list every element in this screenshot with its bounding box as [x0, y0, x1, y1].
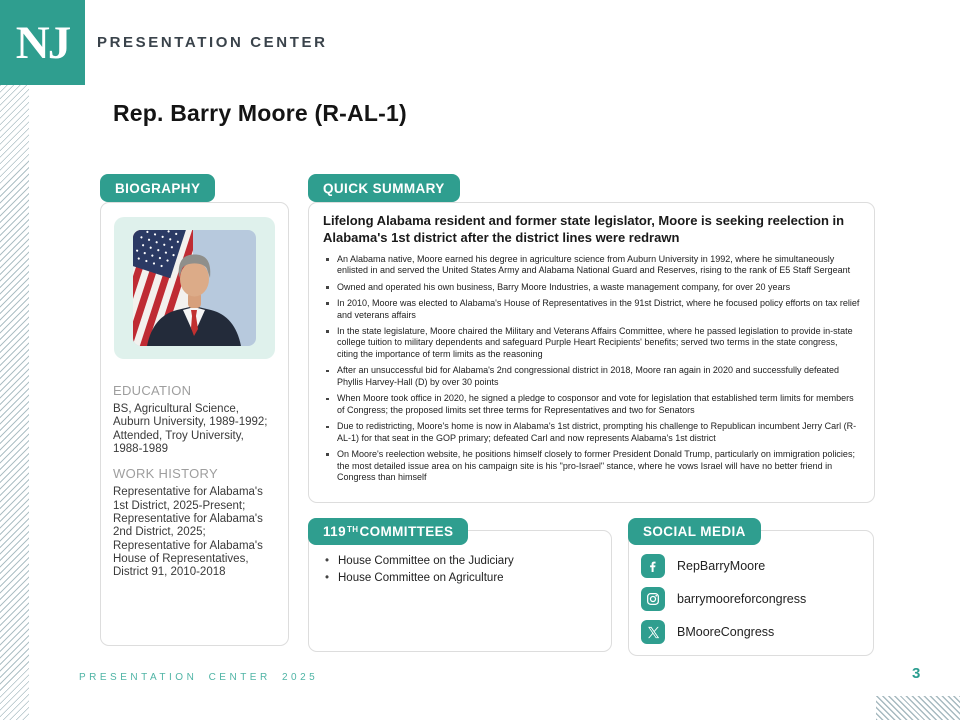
tab-quick-summary: QUICK SUMMARY: [308, 174, 460, 202]
social-row-facebook: [641, 554, 859, 578]
committees-tab-rest: COMMITTEES: [359, 524, 454, 539]
summary-bullet: An Alabama native, Moore earned his degree in agriculture science from Auburn University in 1992, where he simultaneously enlisted in and served the United States Army and Alabama National Guard and Reserves, rising to the rank of E5 Staff Sergeant: [323, 254, 860, 277]
summary-bullet: When Moore took office in 2020, he signed a pledge to cosponsor and vote for legislation that established term limits for members of Congress; the proposed limits set three terms for Representatives and two for Senators: [323, 393, 860, 416]
summary-headline: Lifelong Alabama resident and former state legislator, Moore is seeking reelection in Alabama's 1st district after the district lines were redrawn: [323, 213, 845, 245]
facebook-handle: RepBarryMoore: [677, 559, 766, 573]
summary-bullet: In the state legislature, Moore chaired the Military and Veterans Affairs Committee, where he passed legislation to provide in-state college tuition to military dependents and safeguard Purple Heart Recipients' benefits; served two terms in the state congress, citing the importance of term limits as the reasoning: [323, 326, 860, 361]
quick-summary-card: [308, 202, 875, 503]
tab-committees: 119 TH COMMITTEES: [308, 518, 468, 545]
work-history-text: Representative for Alabama's 1st District, 2025-Present; Representative for Alabama's 2nd District, 2025; Representative for Alabama's House of Representatives, District 91, 2010-2018: [113, 486, 263, 579]
nj-logo: [0, 0, 85, 85]
summary-bullet-list: [323, 254, 860, 484]
x-icon: [641, 620, 665, 644]
committees-card: [308, 530, 612, 652]
barry-moore-portrait: [133, 230, 256, 346]
biography-card: [100, 202, 289, 646]
photo-frame: [114, 217, 275, 359]
education-label: EDUCATION: [113, 383, 192, 398]
social-row-instagram: [641, 587, 859, 611]
social-row-x: [641, 620, 859, 644]
page-title: Rep. Barry Moore (R-AL-1): [113, 100, 407, 126]
committee-list: [323, 555, 597, 584]
instagram-icon: [641, 587, 665, 611]
tab-biography: BIOGRAPHY: [100, 174, 215, 202]
committees-tab-number: 119: [323, 524, 346, 539]
summary-bullet: Due to redistricting, Moore's home is now in Alabama's 1st district, prompting his challenge to Republican incumbent Jerry Carl (R-AL-1) for that seat in the GOP primary; defeated Carl and now represents Alabama's 1st district: [323, 421, 860, 444]
summary-bullet: On Moore's reelection website, he positions himself closely to former President Donald Trump, particularly on immigration policies; the most detailed issue area on his campaign site is his "pro-Israel" stance, where he vows Israel will have no better friend in Congress than himself: [323, 449, 860, 484]
work-history-label: WORK HISTORY: [113, 466, 218, 482]
committee-item: • House Committee on Agriculture: [323, 572, 597, 584]
summary-bullet: After an unsuccessful bid for Alabama's 2nd congressional district in 2018, Moore ran again in 2020 and successfully defeated Phyllis Harvey-Hall (D) by over 30 points: [323, 365, 860, 388]
facebook-icon: [641, 554, 665, 578]
committee-item: • House Committee on the Judiciary: [323, 555, 597, 567]
left-stripe-pattern: [0, 85, 29, 720]
instagram-handle: barrymooreforcongress: [677, 592, 807, 606]
summary-bullet: Owned and operated his own business, Barry Moore Industries, a waste management company, for over 20 years: [323, 282, 860, 294]
tab-social-media: SOCIAL MEDIA: [628, 518, 761, 545]
education-text: BS, Agricultural Science, Auburn University, 1989-1992; Attended, Troy University, 1988-1989: [113, 403, 268, 455]
corner-stripe-pattern: [876, 696, 960, 720]
page-number: 3: [912, 665, 921, 682]
footer-text: PRESENTATION CENTER 2025: [79, 672, 319, 683]
summary-bullet: In 2010, Moore was elected to Alabama's House of Representatives in the 91st District, where he focused policy efforts on tax relief and veterans affairs: [323, 298, 860, 321]
nj-logo-text: NJ: [15, 16, 70, 69]
x-handle: BMooreCongress: [677, 625, 775, 639]
social-media-card: [628, 530, 874, 656]
brand-header: PRESENTATION CENTER: [97, 34, 328, 51]
